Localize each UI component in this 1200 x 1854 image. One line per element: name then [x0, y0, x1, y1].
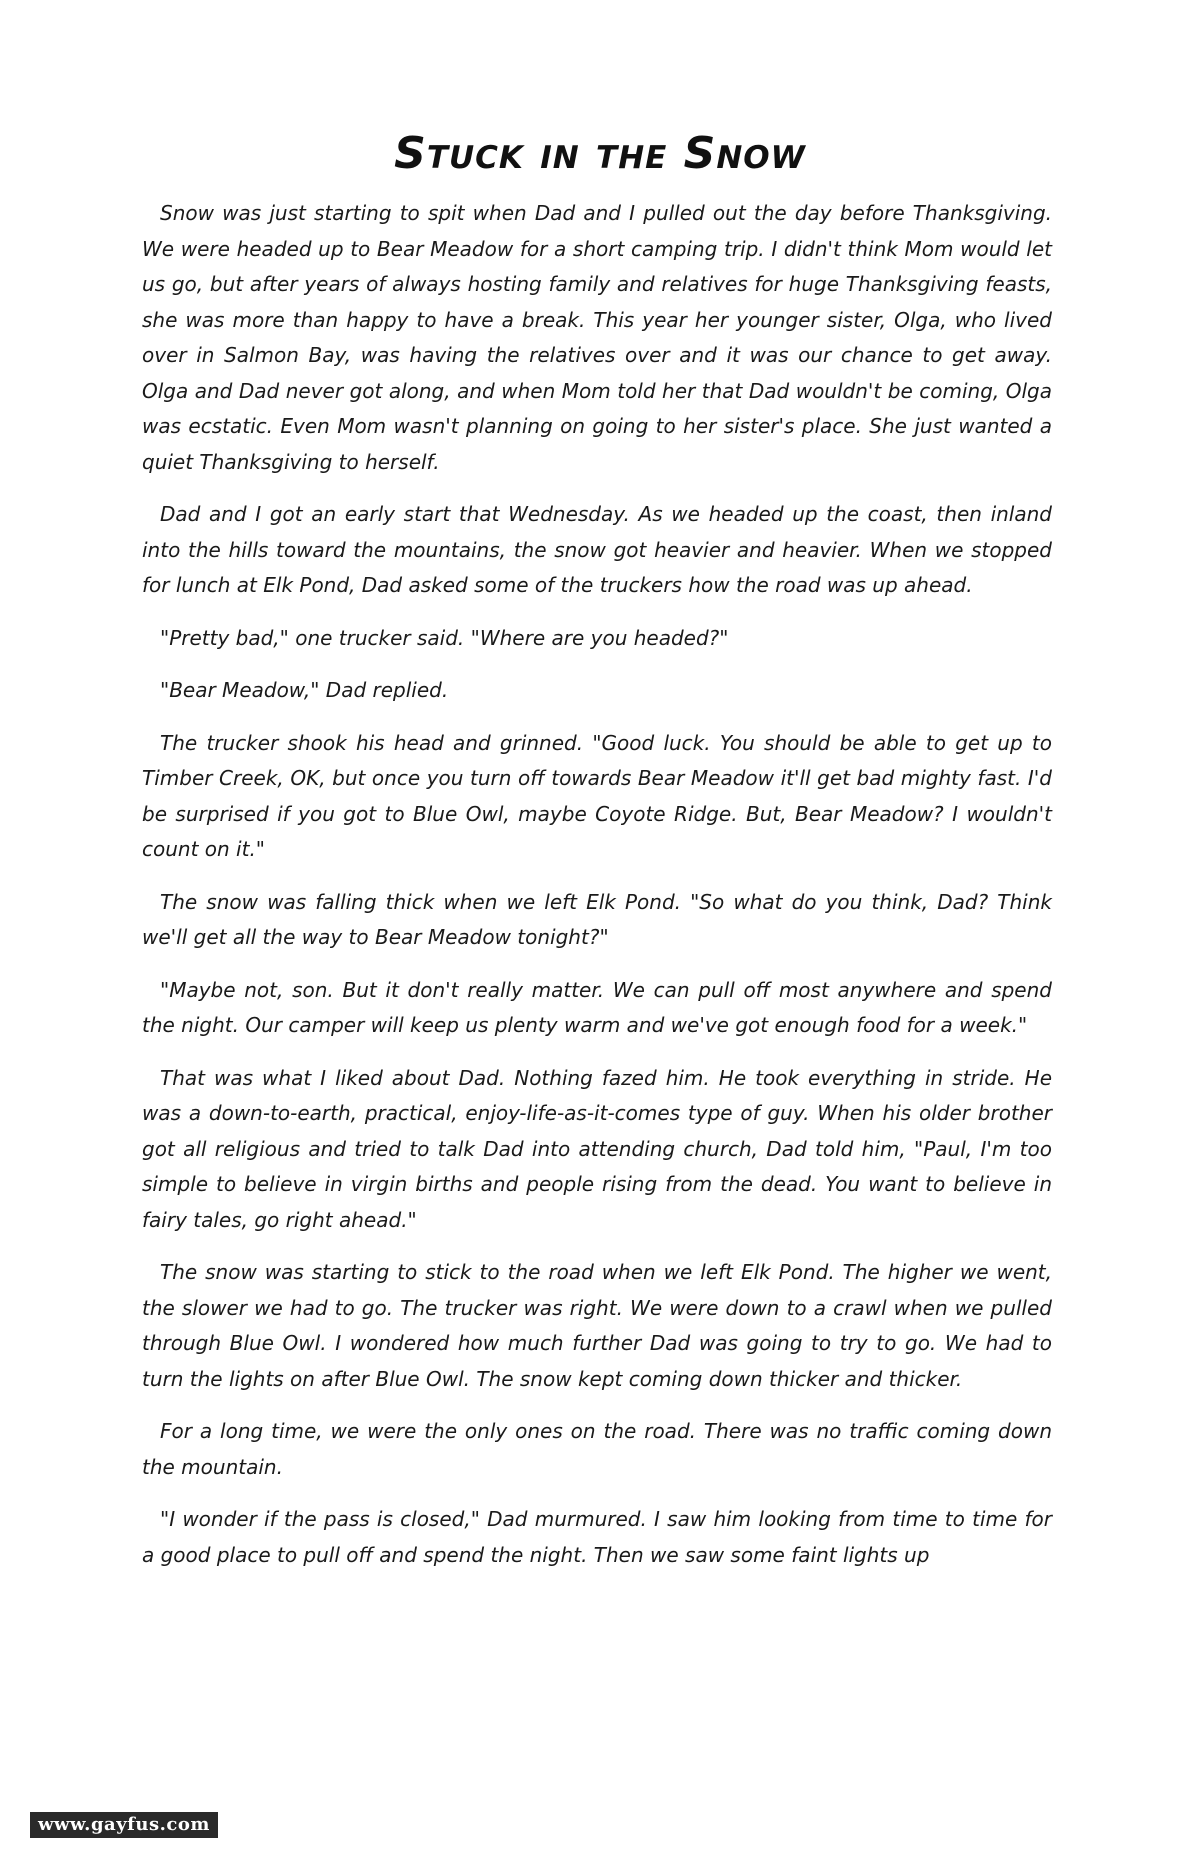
page-title: Stuck in the Snow	[394, 128, 806, 179]
paragraph-3: "Pretty bad," one trucker said. "Where are you headed?"	[160, 625, 729, 650]
paragraph-9: The snow was starting to stick to the road when we left Elk Pond. The higher we went, the slower we had to go. The trucker was right. We were down to a crawl when we pulled through Blue Owl. I wondered how much further Dad was going to try to go. We had to turn the lights on after Blue Owl. The snow kept coming down thicker and thicker.	[142, 1260, 1052, 1391]
paragraph-2: Dad and I got an early start that Wednesday. As we headed up the coast, then inland into the hills toward the mountains, the snow got heavier and heavier. When we stopped for lunch at Elk Pond, Dad asked some of the truckers how the road was up ahead.	[142, 502, 1052, 597]
paragraph-6: The snow was falling thick when we left Elk Pond. "So what do you think, Dad? Think we'll get all the way to Bear Meadow tonight?"	[142, 889, 1052, 949]
paragraph-7: "Maybe not, son. But it don't really matter. We can pull off most anywhere and spend the night. Our camper will keep us plenty warm and we've got enough food for a week."	[142, 977, 1052, 1037]
paragraph-10: For a long time, we were the only ones on the road. There was no traffic coming down the mountain.	[142, 1419, 1052, 1479]
site-watermark: www.gayfus.com	[30, 1812, 218, 1838]
paragraph-8: That was what I liked about Dad. Nothing fazed him. He took everything in stride. He was a down-to-earth, practical, enjoy-life-as-it-comes type of guy. When his older brother got all religious and tried to talk Dad into attending church, Dad told him, "Paul, I'm too simple to believe in virgin births and people rising from the dead. You want to believe in fairy tales, go right ahead."	[142, 1065, 1052, 1232]
paragraph-1: Snow was just starting to spit when Dad and I pulled out the day before Thanksgiving. We were headed up to Bear Meadow for a short camping trip. I didn't think Mom would let us go, but after years of always hosting family and relatives for huge Thanksgiving feasts, she was more than happy to have a break. This year her younger sister, Olga, who lived over in Salmon Bay, was having the relatives over and it was our chance to get away. Olga and Dad never got along, and when Mom told her that Dad wouldn't be coming, Olga was ecstatic. Even Mom wasn't planning on going to her sister's place. She just wanted a quiet Thanksgiving to herself.	[142, 201, 1052, 474]
paragraph-11: "I wonder if the pass is closed," Dad murmured. I saw him looking from time to time for a good place to pull off and spend the night. Then we saw some faint lights up	[142, 1507, 1052, 1567]
story-body	[142, 196, 1052, 1590]
paragraph-4: "Bear Meadow," Dad replied.	[160, 678, 449, 702]
paragraph-5: The trucker shook his head and grinned. "Good luck. You should be able to get up to Timber Creek, OK, but once you turn off towards Bear Meadow it'll get bad mighty fast. I'd be surprised if you got to Blue Owl, maybe Coyote Ridge. But, Bear Meadow? I wouldn't count on it."	[142, 730, 1052, 861]
